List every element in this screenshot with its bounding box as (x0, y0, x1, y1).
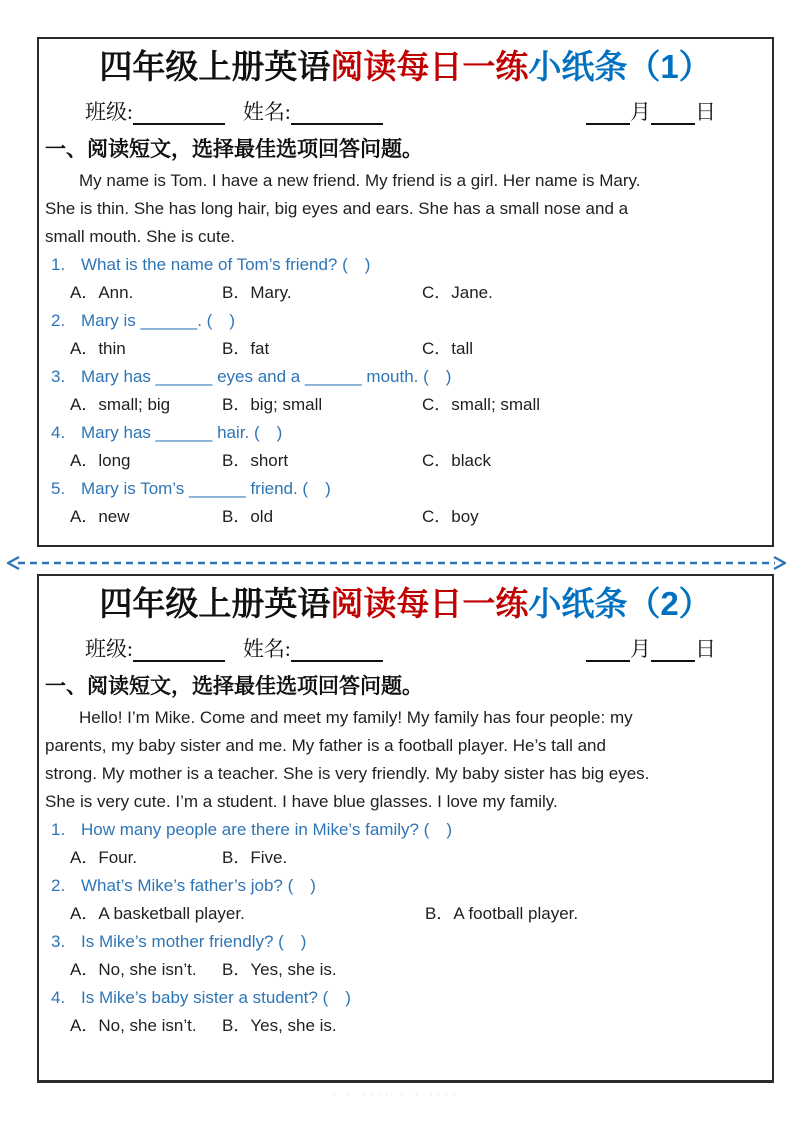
options-row (70, 447, 772, 475)
options-row (70, 503, 772, 531)
class-blank-line[interactable] (133, 642, 225, 662)
title-part-series: 阅读每日一练 (330, 48, 529, 85)
question-text: What’s Mike’s father’s job? ( ) (81, 876, 316, 895)
question-number: 4. (51, 423, 66, 442)
worksheet-card-1 (37, 37, 774, 547)
class-name-fields (85, 636, 383, 662)
option-b[interactable]: B．Five. (222, 848, 288, 867)
month-blank-line[interactable] (586, 642, 630, 662)
class-label: 班级: (85, 100, 133, 124)
passage-line: She is very cute. I’m a student. I have blue glasses. I love my family. (45, 792, 558, 811)
option-c[interactable]: C．small; small (422, 395, 541, 414)
question-2 (51, 307, 772, 335)
month-label: 月 (630, 637, 651, 661)
question-text: Mary is Tom’s ______ friend. ( ) (81, 479, 331, 498)
option-a[interactable]: A．No, she isn’t. (70, 960, 197, 979)
options-row (70, 335, 772, 363)
question-number: 1. (51, 255, 66, 274)
passage-line: Hello! I’m Mike. Come and meet my family! My family has four people: my (79, 708, 633, 727)
passage-line: She is thin. She has long hair, big eyes and ears. She has a small nose and a (45, 199, 629, 218)
question-3 (51, 363, 772, 391)
worksheet-title (39, 582, 772, 626)
name-label: 姓名: (242, 637, 291, 661)
options-row (70, 956, 772, 984)
title-part-number: 小纸条（2） (528, 585, 712, 622)
title-part-series: 阅读每日一练 (330, 585, 529, 622)
options-row (70, 844, 772, 872)
option-b[interactable]: B．Yes, she is. (222, 960, 337, 979)
question-4 (51, 984, 772, 1012)
option-c[interactable]: C．black (422, 451, 491, 470)
month-label: 月 (630, 100, 651, 124)
options-row (70, 279, 772, 307)
question-1 (51, 816, 772, 844)
option-b[interactable]: B．Yes, she is. (222, 1016, 337, 1035)
class-label: 班级: (85, 637, 133, 661)
option-a[interactable]: A．thin (70, 339, 126, 358)
question-number: 5. (51, 479, 66, 498)
question-text: Is Mike’s baby sister a student? ( ) (81, 988, 351, 1007)
options-row (70, 391, 772, 419)
class-name-fields (85, 99, 383, 125)
student-info-row (85, 99, 716, 125)
question-number: 2. (51, 876, 66, 895)
option-b[interactable]: B．short (222, 451, 289, 470)
option-b[interactable]: B．A football player. (425, 904, 579, 923)
option-a[interactable]: A．Ann. (70, 283, 134, 302)
day-label: 日 (695, 637, 716, 661)
worksheet-card-2 (37, 574, 774, 1083)
title-part-grade: 四年级上册英语 (99, 48, 331, 85)
reading-passage (45, 167, 762, 251)
option-b[interactable]: B．fat (222, 339, 270, 358)
option-b[interactable]: B．Mary. (222, 283, 292, 302)
question-text: How many people are there in Mike’s family? ( ) (81, 820, 452, 839)
passage-line: My name is Tom. I have a new friend. My friend is a girl. Her name is Mary. (79, 171, 641, 190)
day-label: 日 (695, 100, 716, 124)
cut-line-divider (0, 554, 793, 572)
option-c[interactable]: C．tall (422, 339, 474, 358)
options-row (70, 900, 772, 928)
option-b[interactable]: B．big; small (222, 395, 323, 414)
passage-line: strong. My mother is a teacher. She is very friendly. My baby sister has big eyes. (45, 764, 650, 783)
question-1 (51, 251, 772, 279)
title-part-grade: 四年级上册英语 (99, 585, 331, 622)
option-c[interactable]: C．boy (422, 507, 479, 526)
passage-line: parents, my baby sister and me. My father is a football player. He’s tall and (45, 736, 606, 755)
option-a[interactable]: A．A basketball player. (70, 904, 245, 923)
question-3 (51, 928, 772, 956)
question-text: Mary has ______ hair. ( ) (81, 423, 283, 442)
worksheet-title (39, 45, 772, 89)
option-b[interactable]: B．old (222, 507, 274, 526)
question-4 (51, 419, 772, 447)
passage-line: small mouth. She is cute. (45, 227, 235, 246)
option-c[interactable]: C．Jane. (422, 283, 493, 302)
footer-watermark: · · ···· · · ···· (332, 1090, 461, 1099)
reading-passage (45, 704, 762, 816)
question-5 (51, 475, 772, 503)
option-a[interactable]: A．new (70, 507, 130, 526)
month-blank-line[interactable] (586, 105, 630, 125)
name-label: 姓名: (242, 100, 291, 124)
question-text: Mary is ______. ( ) (81, 311, 235, 330)
day-blank-line[interactable] (651, 642, 695, 662)
question-number: 1. (51, 820, 66, 839)
day-blank-line[interactable] (651, 105, 695, 125)
title-part-number: 小纸条（1） (528, 48, 712, 85)
section-heading: 一、阅读短文，选择最佳选项回答问题。 (45, 137, 423, 161)
question-text: Mary has ______ eyes and a ______ mouth. ( ) (81, 367, 452, 386)
student-info-row (85, 636, 716, 662)
option-a[interactable]: A．long (70, 451, 131, 470)
section-heading: 一、阅读短文，选择最佳选项回答问题。 (45, 674, 423, 698)
options-row (70, 1012, 772, 1040)
class-blank-line[interactable] (133, 105, 225, 125)
question-2 (51, 872, 772, 900)
question-number: 3. (51, 932, 66, 951)
name-blank-line[interactable] (291, 642, 383, 662)
date-fields (586, 636, 716, 662)
question-text: What is the name of Tom’s friend? ( ) (81, 255, 371, 274)
option-a[interactable]: A．No, she isn’t. (70, 1016, 197, 1035)
question-text: Is Mike’s mother friendly? ( ) (81, 932, 307, 951)
date-fields (586, 99, 716, 125)
name-blank-line[interactable] (291, 105, 383, 125)
option-a[interactable]: A．small; big (70, 395, 171, 414)
question-number: 3. (51, 367, 66, 386)
question-number: 4. (51, 988, 66, 1007)
question-number: 2. (51, 311, 66, 330)
option-a[interactable]: A．Four. (70, 848, 138, 867)
